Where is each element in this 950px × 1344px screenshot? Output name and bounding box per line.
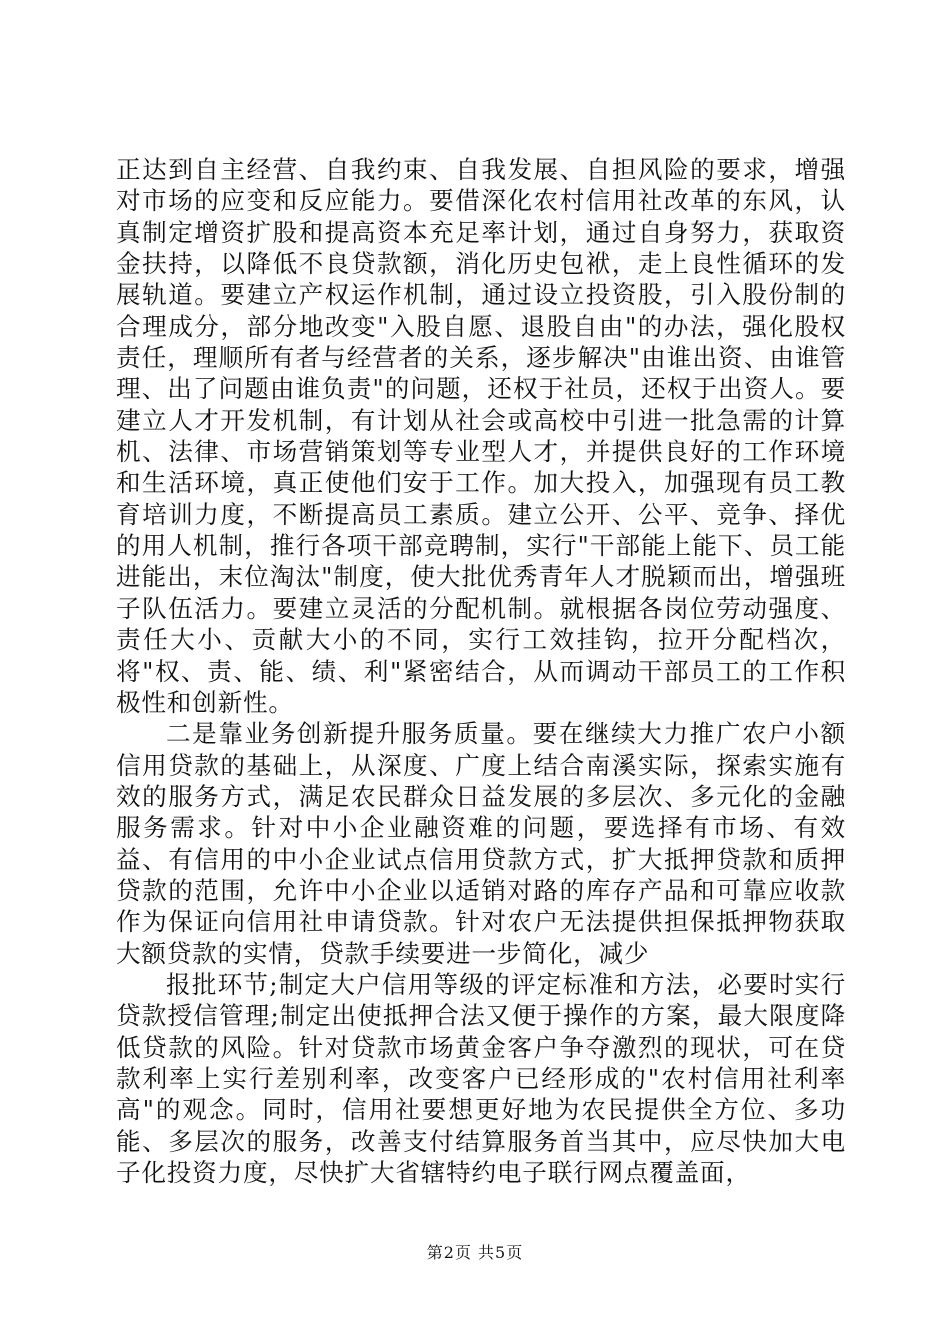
page-number-footer: 第2页 共5页	[426, 1243, 524, 1262]
document-body	[116, 154, 846, 1188]
paragraph-2: 二是靠业务创新提升服务质量。要在继续大力推广农户小额信用贷款的基础上，从深度、广度上结合南溪实际，探索实施有效的服务方式，满足农民群众日益发展的多层次、多元化的金融服务需求。针对中小企业融资难的问题，要选择有市场、有效益、有信用的中小企业试点信用贷款方式，扩大抵押贷款和质押贷款的范围，允许中小企业以适销对路的库存产品和可靠应收款作为保证向信用社申请贷款。针对农户无法提供担保抵押物获取大额贷款的实情，贷款手续要进一步简化，减少	[116, 719, 846, 968]
paragraph-1: 正达到自主经营、自我约束、自我发展、自担风险的要求，增强对市场的应变和反应能力。要借深化农村信用社改革的东风，认真制定增资扩股和提高资本充足率计划，通过自身努力，获取资金扶持，以降低不良贷款额，消化历史包袱，走上良性循环的发展轨道。要建立产权运作机制，通过设立投资股，引入股份制的合理成分，部分地改变"入股自愿、退股自由"的办法，强化股权责任，理顺所有者与经营者的关系，逐步解决"由谁出资、由谁管理、出了问题由谁负责"的问题，还权于社员，还权于出资人。要建立人才开发机制，有计划从社会或高校中引进一批急需的计算机、法律、市场营销策划等专业型人才，并提供良好的工作环境和生活环境，真正使他们安于工作。加大投入，加强现有员工教育培训力度，不断提高员工素质。建立公开、公平、竞争、择优的用人机制，推行各项干部竞聘制，实行"干部能上能下、员工能进能出，末位淘汰"制度，使大批优秀青年人才脱颖而出，增强班子队伍活力。要建立灵活的分配机制。就根据各岗位劳动强度、责任大小、贡献大小的不同，实行工效挂钩，拉开分配档次，将"权、责、能、绩、利"紧密结合，从而调动干部员工的工作积极性和创新性。	[116, 155, 846, 717]
paragraph-3: 报批环节;制定大户信用等级的评定标准和方法，必要时实行贷款授信管理;制定出使抵押合法又便于操作的方案，最大限度降低贷款的风险。针对贷款市场黄金客户争夺激烈的现状，可在贷款利率上实行差别利率，改变客户已经形成的"农村信用社利率高"的观念。同时，信用社要想更好地为农民提供全方位、多功能、多层次的服务，改善支付结算服务首当其中，应尽快加大电子化投资力度，尽快扩大省辖特约电子联行网点覆盖面，	[116, 969, 846, 1187]
